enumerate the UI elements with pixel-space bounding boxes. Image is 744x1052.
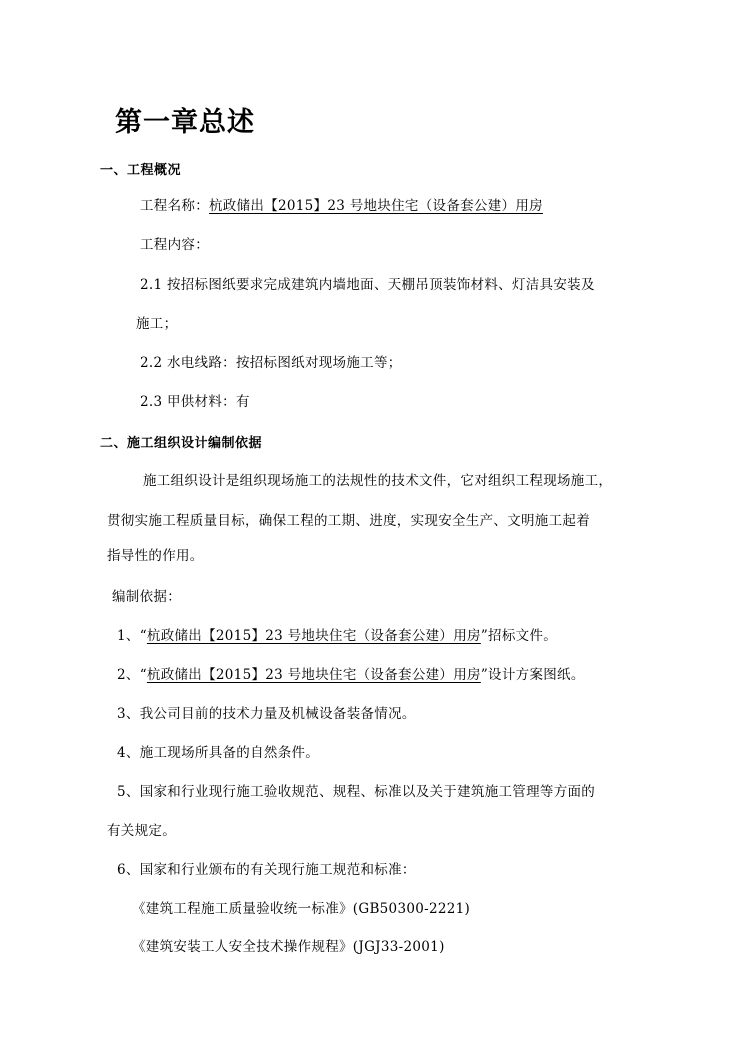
basis-item-2-suffix: ”设计方案图纸。 — [480, 667, 585, 683]
chapter-title: 第一章总述 — [115, 107, 255, 138]
basis-item-1 — [117, 627, 557, 645]
project-name-label: 工程名称： — [140, 198, 209, 214]
standard-2: 《建筑安装工人安全技术操作规程》(JGJ33-2001) — [132, 939, 445, 955]
basis-item-2-name: 杭政储出【2015】23 号地块住宅（设备套公建）用房 — [146, 667, 481, 683]
section-2-heading: 二、施工组织设计编制依据 — [100, 436, 263, 451]
basis-item-6: 6、国家和行业颁布的有关现行施工规范和标准： — [117, 862, 416, 878]
basis-item-1-suffix: ”招标文件。 — [480, 628, 558, 644]
basis-label: 编制依据： — [112, 589, 181, 605]
basis-item-5-line2: 有关规定。 — [107, 823, 176, 839]
paragraph-line1: 施工组织设计是组织现场施工的法规性的技术文件，它对组织工程现场施工， — [143, 473, 613, 489]
item-2-1-line2: 施工； — [136, 316, 178, 332]
basis-item-3: 3、我公司目前的技术力量及机械设备装备情况。 — [117, 706, 416, 722]
basis-item-5-line1: 5、国家和行业现行施工验收规范、规程、标准以及关于建筑施工管理等方面的 — [117, 784, 596, 800]
content-label: 工程内容： — [140, 237, 209, 253]
project-name-value: 杭政储出【2015】23 号地块住宅（设备套公建）用房 — [209, 198, 543, 214]
paragraph-line3: 指导性的作用。 — [107, 548, 204, 564]
basis-item-2 — [117, 666, 585, 684]
section-1-heading: 一、工程概况 — [100, 163, 182, 178]
project-name-line — [140, 197, 543, 215]
basis-item-4: 4、施工现场所具备的自然条件。 — [117, 745, 320, 761]
paragraph-line2: 贯彻实施工程质量目标，确保工程的工期、进度，实现安全生产、文明施工起着 — [107, 513, 590, 529]
item-2-3: 2.3 甲供材料：有 — [140, 394, 250, 410]
basis-item-1-prefix: 1、“ — [117, 628, 147, 644]
item-2-2: 2.2 水电线路：按招标图纸对现场施工等； — [140, 355, 402, 371]
basis-item-2-prefix: 2、“ — [117, 667, 147, 683]
standard-1: 《建筑工程施工质量验收统一标准》(GB50300-2221) — [132, 901, 471, 917]
basis-item-1-name: 杭政储出【2015】23 号地块住宅（设备套公建）用房 — [146, 628, 481, 644]
item-2-1-line1: 2.1 按招标图纸要求完成建筑内墙地面、天棚吊顶装饰材料、灯洁具安装及 — [140, 277, 595, 293]
